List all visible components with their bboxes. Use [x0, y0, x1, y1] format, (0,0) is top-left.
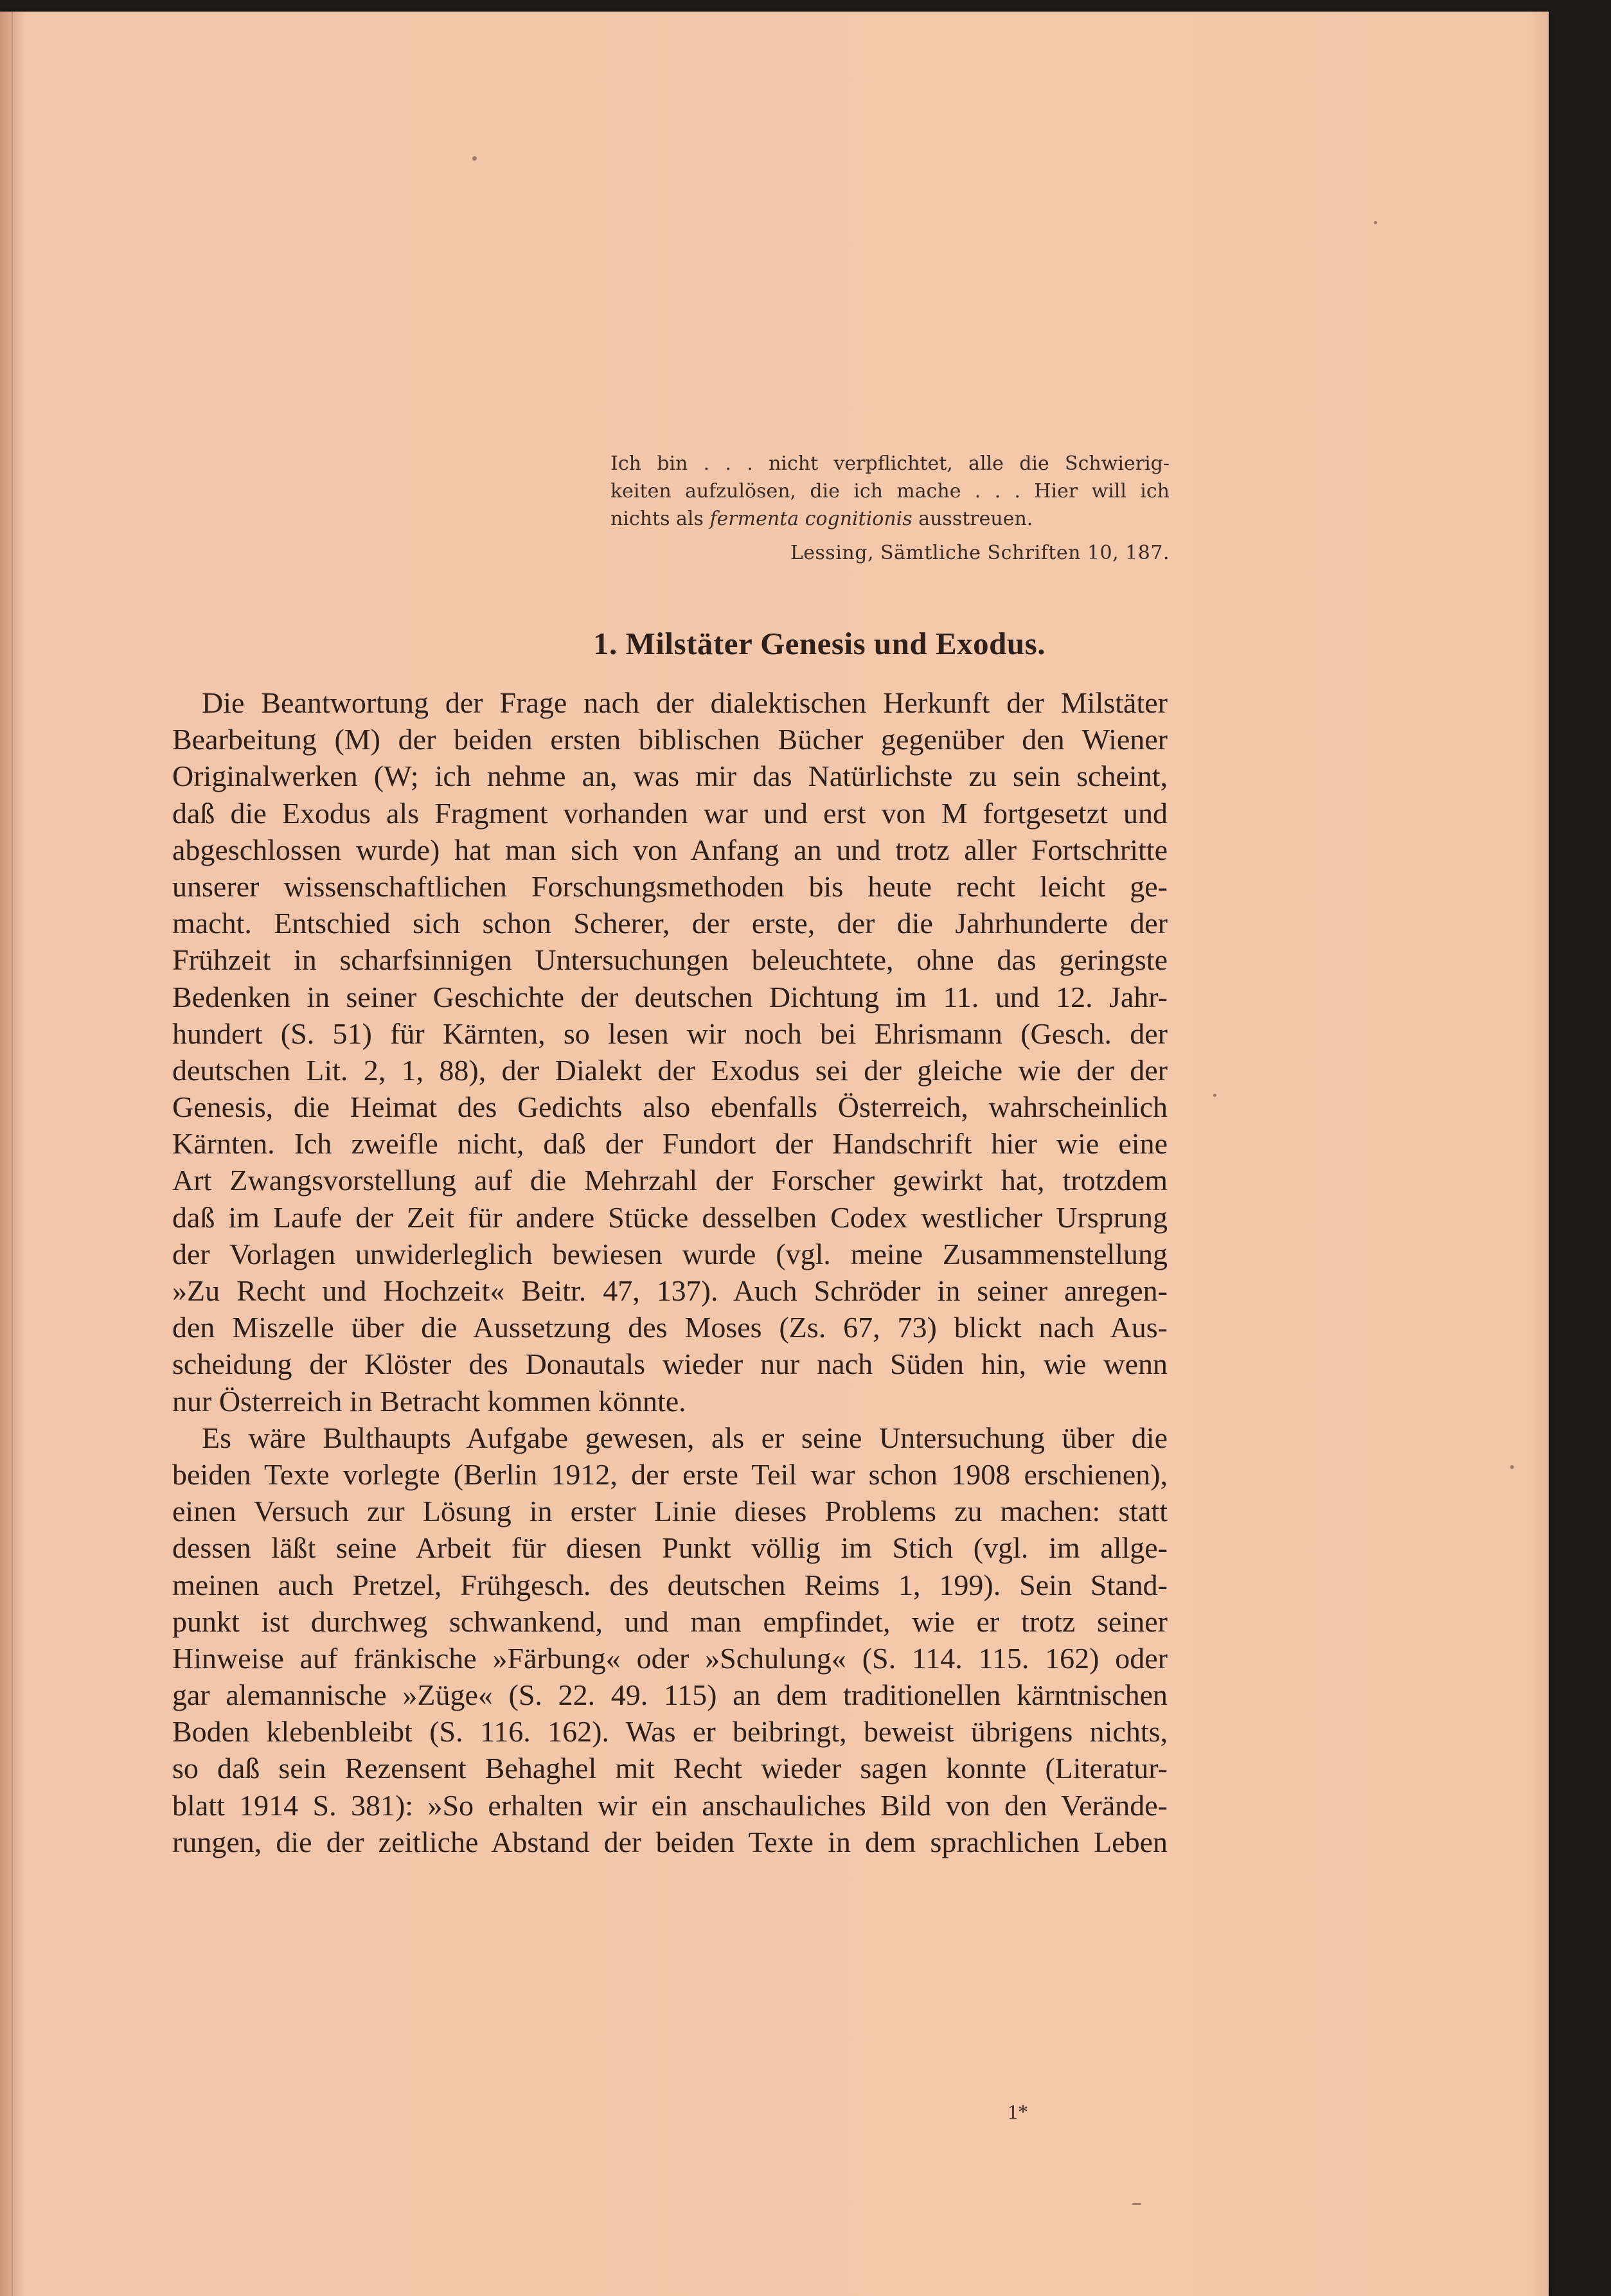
chapter-heading-text: 1. Milstäter Genesis und Exodus. — [593, 626, 1046, 661]
text-line: macht. Entschied sich schon Scherer, der erste, der die Jahrhunderte der — [172, 907, 1168, 940]
text-line: Originalwerken (W; ich nehme an, was mir das Natürlichste zu sein scheint, — [172, 760, 1168, 793]
text-line: daß im Laufe der Zeit für andere Stücke desselben Codex westlicher Ursprung — [172, 1200, 1168, 1234]
text-line: rungen, die der zeitliche Abstand der beiden Texte in dem sprachlichen Leben — [172, 1825, 1168, 1858]
text-line: Boden klebenbleibt (S. 116. 162). Was er beibringt, beweist übrigens nichts, — [172, 1715, 1168, 1749]
epigraph-source: Lessing, Sämtliche Schriften 10, 187. — [790, 542, 1170, 564]
epigraph-line: Ich bin . . . nicht verpflichtet, alle die Schwierig- — [610, 452, 1170, 475]
body-text — [172, 684, 1168, 1860]
text-line: hundert (S. 51) für Kärnten, so lesen wir noch bei Ehrismann (Gesch. der — [172, 1017, 1168, 1050]
paper-speck — [1374, 221, 1377, 224]
text-line: scheidung der Klöster des Donautals wieder nur nach Süden hin, wie wenn — [172, 1348, 1168, 1381]
epigraph-line — [610, 505, 1170, 533]
paper-speck — [472, 156, 477, 161]
text-line: Art Zwangsvorstellung auf die Mehrzahl der Forscher gewirkt hat, trotzdem — [172, 1164, 1168, 1197]
paper-speck — [1132, 2203, 1141, 2205]
text-line: Kärnten. Ich zweifle nicht, daß der Fundort der Handschrift hier wie eine — [172, 1127, 1168, 1161]
text-line: so daß sein Rezensent Behaghel mit Recht wieder sagen konnte (Literatur- — [172, 1752, 1168, 1785]
text-line: blatt 1914 S. 381): »So erhalten wir ein anschauliches Bild von den Verände- — [172, 1788, 1168, 1822]
text-line: Es wäre Bulthaupts Aufgabe gewesen, als er seine Untersuchung über die — [202, 1421, 1168, 1454]
text-line: daß die Exodus als Fragment vorhanden war und erst von M fortgesetzt und — [172, 796, 1168, 830]
text-line: unserer wissenschaftlichen Forschungsmethoden bis heute recht leicht ge- — [172, 869, 1168, 903]
text-line: meinen auch Pretzel, Frühgesch. des deutschen Reims 1, 199). Sein Stand- — [172, 1568, 1168, 1601]
text-line: nur Österreich in Betracht kommen könnte. — [172, 1384, 686, 1418]
paper-page — [0, 12, 1549, 2296]
signature-mark: 1* — [1008, 2100, 1028, 2123]
epigraph-line: keiten aufzulösen, die ich mache . . . Hier will ich — [610, 480, 1170, 503]
paper-speck — [1510, 1465, 1514, 1469]
text-line: abgeschlossen wurde) hat man sich von Anfang an und trotz aller Fortschritte — [172, 833, 1168, 866]
text-line: Frühzeit in scharfsinnigen Untersuchungen beleuchtete, ohne das geringste — [172, 943, 1168, 977]
text-line: Bearbeitung (M) der beiden ersten biblischen Bücher gegenüber den Wiener — [172, 723, 1168, 756]
text-line: gar alemannische »Züge« (S. 22. 49. 115) an dem traditionellen kärntnischen — [172, 1678, 1168, 1712]
text-line: beiden Texte vorlegte (Berlin 1912, der erste Teil war schon 1908 erschienen), — [172, 1457, 1168, 1491]
paper-speck — [1213, 1094, 1216, 1097]
text-line: Genesis, die Heimat des Gedichts also ebenfalls Österreich, wahrscheinlich — [172, 1090, 1168, 1124]
paragraph-2 — [172, 1419, 1168, 1860]
text-line: punkt ist durchweg schwankend, und man empfindet, wie er trotz seiner — [172, 1605, 1168, 1638]
text-line: einen Versuch zur Lösung in erster Linie dieses Problems zu machen: statt — [172, 1495, 1168, 1528]
text-line: der Vorlagen unwiderleglich bewiesen wurde (vgl. meine Zusammenstellung — [172, 1237, 1168, 1270]
text-line: Bedenken in seiner Geschichte der deutschen Dichtung im 11. und 12. Jahr- — [172, 980, 1168, 1013]
chapter-heading — [0, 625, 1549, 662]
epigraph — [610, 450, 1170, 567]
text-line: deutschen Lit. 2, 1, 88), der Dialekt der Exodus sei der gleiche wie der der — [172, 1053, 1168, 1087]
paragraph-1 — [172, 684, 1168, 1419]
text-line: dessen läßt seine Arbeit für diesen Punkt völlig im Stich (vgl. im allge- — [172, 1531, 1168, 1565]
text-line: »Zu Recht und Hochzeit« Beitr. 47, 137). Auch Schröder in seiner anregen- — [172, 1274, 1168, 1307]
text-line: den Miszelle über die Aussetzung des Moses (Zs. 67, 73) blickt nach Aus- — [172, 1311, 1168, 1344]
epigraph-italic-phrase: fermenta cognitionis — [709, 508, 912, 530]
text-line: Die Beantwortung der Frage nach der dialektischen Herkunft der Milstäter — [202, 686, 1168, 719]
spine-fold-line — [12, 12, 13, 2296]
epigraph-line-end: ausstreuen. — [918, 508, 1033, 530]
epigraph-line-start: nichts als — [610, 508, 704, 530]
text-line: Hinweise auf fränkische »Färbung« oder »Schulung« (S. 114. 115. 162) oder — [172, 1641, 1168, 1675]
